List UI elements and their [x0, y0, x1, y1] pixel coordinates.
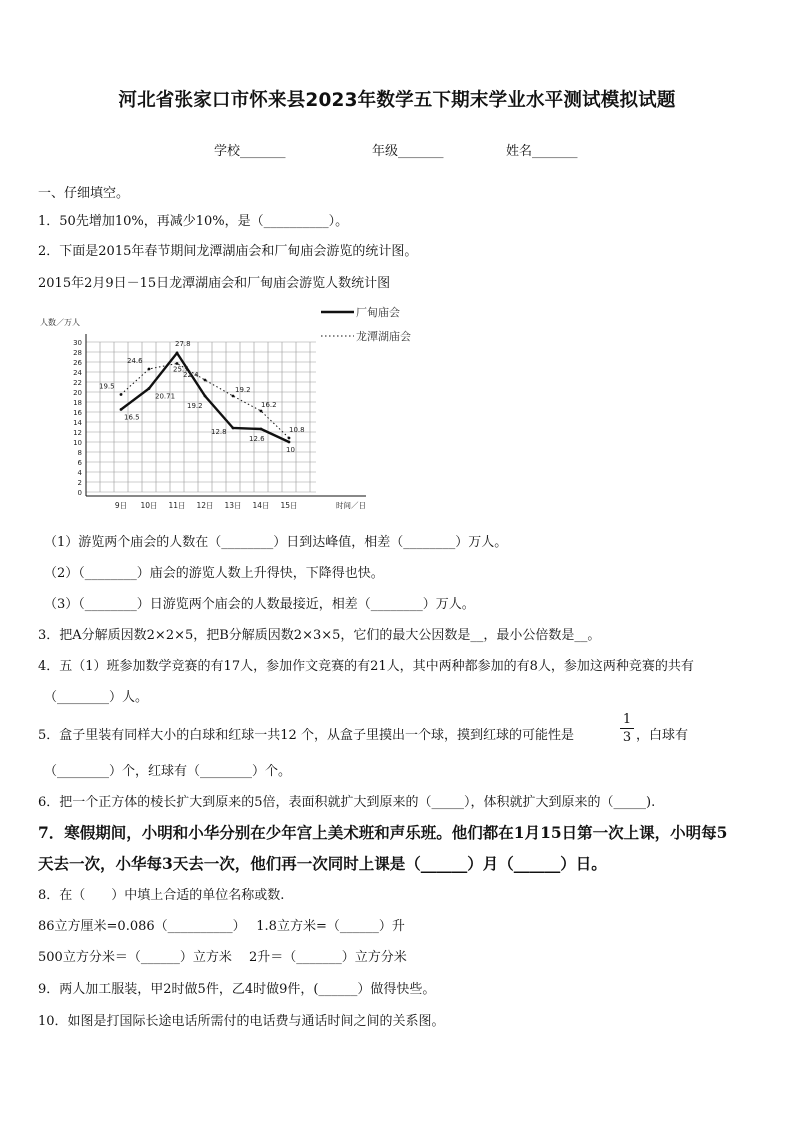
- page-title: 河北省张家口市怀来县2023年数学五下期末学业水平测试模拟试题: [118, 90, 676, 111]
- y-tick-label: 24: [73, 369, 82, 377]
- question-2: 2．下面是2015年春节期间龙潭湖庙会和厂甸庙会游览的统计图。: [38, 244, 418, 259]
- y-tick-label: 16: [73, 409, 82, 417]
- y-tick-label: 30: [73, 339, 82, 347]
- y-tick-label: 10: [73, 439, 82, 447]
- fraction-numerator: 1: [622, 712, 632, 727]
- y-tick-label: 26: [73, 359, 82, 367]
- y-tick-label: 18: [73, 399, 82, 407]
- chart-legend: [321, 305, 411, 343]
- data-point: [288, 441, 291, 444]
- fraction-denominator: 3: [622, 730, 632, 745]
- question-5-line-1: 5．盒子里装有同样大小的白球和红球一共12 个，从盒子里摸出一个球，摸到红球的可能性是: [38, 728, 574, 743]
- x-tick-label: 15日: [280, 501, 298, 510]
- x-tick-label: 12日: [196, 501, 214, 510]
- y-tick-label: 4: [77, 469, 82, 477]
- school-field: 学校_______: [214, 144, 286, 159]
- question-5-line-2: （________）个，红球有（________）个。: [44, 764, 292, 779]
- data-label: 10: [286, 446, 295, 454]
- x-tick-label: 11日: [168, 501, 186, 510]
- x-tick-label: 10日: [140, 501, 158, 510]
- data-point: [260, 428, 263, 431]
- x-tick-label: 13日: [224, 501, 242, 510]
- x-tick-label: 9日: [114, 501, 128, 510]
- y-tick-label: 8: [77, 449, 82, 457]
- data-point: [232, 395, 235, 398]
- data-point: [120, 408, 123, 411]
- data-label: 12.6: [249, 435, 265, 443]
- data-label: 16.5: [124, 413, 140, 422]
- line-chart: [36, 298, 436, 520]
- legend-label: 厂甸庙会: [356, 306, 400, 319]
- data-label: 12.8: [211, 428, 227, 436]
- data-point: [204, 379, 207, 382]
- question-5-line-1-tail: ，白球有: [636, 728, 689, 743]
- y-tick-label: 12: [73, 429, 82, 437]
- question-2-3: （3）（________）日游览两个庙会的人数最接近，相差（________）万人。: [44, 597, 475, 612]
- name-field: 姓名_______: [506, 144, 578, 159]
- data-label: 24.6: [127, 357, 143, 365]
- chart-data-labels: [99, 340, 305, 454]
- question-8-line-2: 500立方分米＝（______）立方米 2升＝（_______）立方分米: [38, 950, 407, 965]
- y-tick-label: 28: [73, 349, 82, 357]
- y-axis-label: 人数／万人: [40, 318, 80, 327]
- data-label: 16.2: [261, 401, 277, 409]
- grade-field: 年级_______: [372, 144, 444, 159]
- question-2-2: （2）（________）庙会的游览人数上升得快，下降得也快。: [44, 566, 384, 581]
- data-label: 19.5: [99, 382, 115, 391]
- question-4-line-1: 4．五（1）班参加数学竞赛的有17人，参加作文竞赛的有21人，其中两种都参加的有8人，参加这两种竞赛的共有: [38, 659, 694, 674]
- chart-title: 2015年2月9日－15日龙潭湖庙会和厂甸庙会游览人数统计图: [38, 276, 391, 291]
- question-8-line-1: 86立方厘米=0.086（__________） 1.8立方米=（______）升: [38, 919, 405, 934]
- data-label: 25.7: [173, 365, 189, 374]
- data-point: [204, 395, 207, 398]
- data-point: [120, 393, 123, 396]
- section-heading: 一、仔细填空。: [38, 186, 130, 201]
- data-point: [260, 410, 263, 413]
- series-line: [121, 353, 289, 442]
- question-1: 1．50先增加10%，再减少10%，是（__________）。: [38, 214, 349, 229]
- question-6: 6．把一个正方体的棱长扩大到原来的5倍，表面积就扩大到原来的（_____），体积就扩大到原来的（_____).: [38, 795, 656, 810]
- question-8: 8．在（ ）中填上合适的单位名称或数.: [38, 888, 285, 903]
- x-axis-label: 时间／日: [336, 501, 366, 510]
- y-tick-label: 14: [73, 419, 82, 427]
- data-label: 10.8: [289, 426, 305, 434]
- data-label: 19.2: [187, 402, 203, 410]
- y-tick-label: 0: [77, 489, 82, 497]
- data-point: [148, 387, 151, 390]
- data-label: 27.8: [175, 340, 191, 348]
- question-2-1: （1）游览两个庙会的人数在（________）日到达峰值，相差（________）万人。: [44, 535, 508, 550]
- data-label: 20.71: [155, 392, 176, 401]
- question-7-line-1: 7．寒假期间，小明和小华分别在少年宫上美术班和声乐班。他们都在1月15日第一次上课，小明每5: [38, 823, 728, 842]
- question-4-line-2: （________）人。: [44, 690, 149, 705]
- y-tick-label: 6: [77, 459, 82, 467]
- question-7-line-2: 天去一次，小华每3天去一次，他们再一次同时上课是（______）月（______）日。: [38, 854, 607, 873]
- data-point: [176, 362, 179, 365]
- legend-label: 龙潭湖庙会: [356, 330, 411, 343]
- data-label: 22.4: [183, 371, 199, 379]
- y-tick-label: 22: [73, 379, 82, 387]
- y-tick-label: 2: [77, 479, 82, 487]
- chart-grid: [86, 342, 316, 492]
- data-label: 19.2: [235, 386, 251, 394]
- x-tick-label: 14日: [252, 501, 270, 510]
- question-3: 3．把A分解质因数2×2×5，把B分解质因数2×3×5，它们的最大公因数是__，最小公倍数是__。: [38, 628, 601, 643]
- question-9: 9．两人加工服装，甲2时做5件，乙4时做9件，(______）做得快些。: [38, 982, 436, 997]
- y-tick-label: 20: [73, 389, 82, 397]
- fraction-one-third: [620, 712, 634, 745]
- data-point: [176, 352, 179, 355]
- data-point: [148, 368, 151, 371]
- data-point: [288, 437, 291, 440]
- data-point: [232, 427, 235, 430]
- chart-series: [120, 352, 291, 444]
- question-10: 10．如图是打国际长途电话所需付的电话费与通话时间之间的关系图。: [38, 1014, 445, 1029]
